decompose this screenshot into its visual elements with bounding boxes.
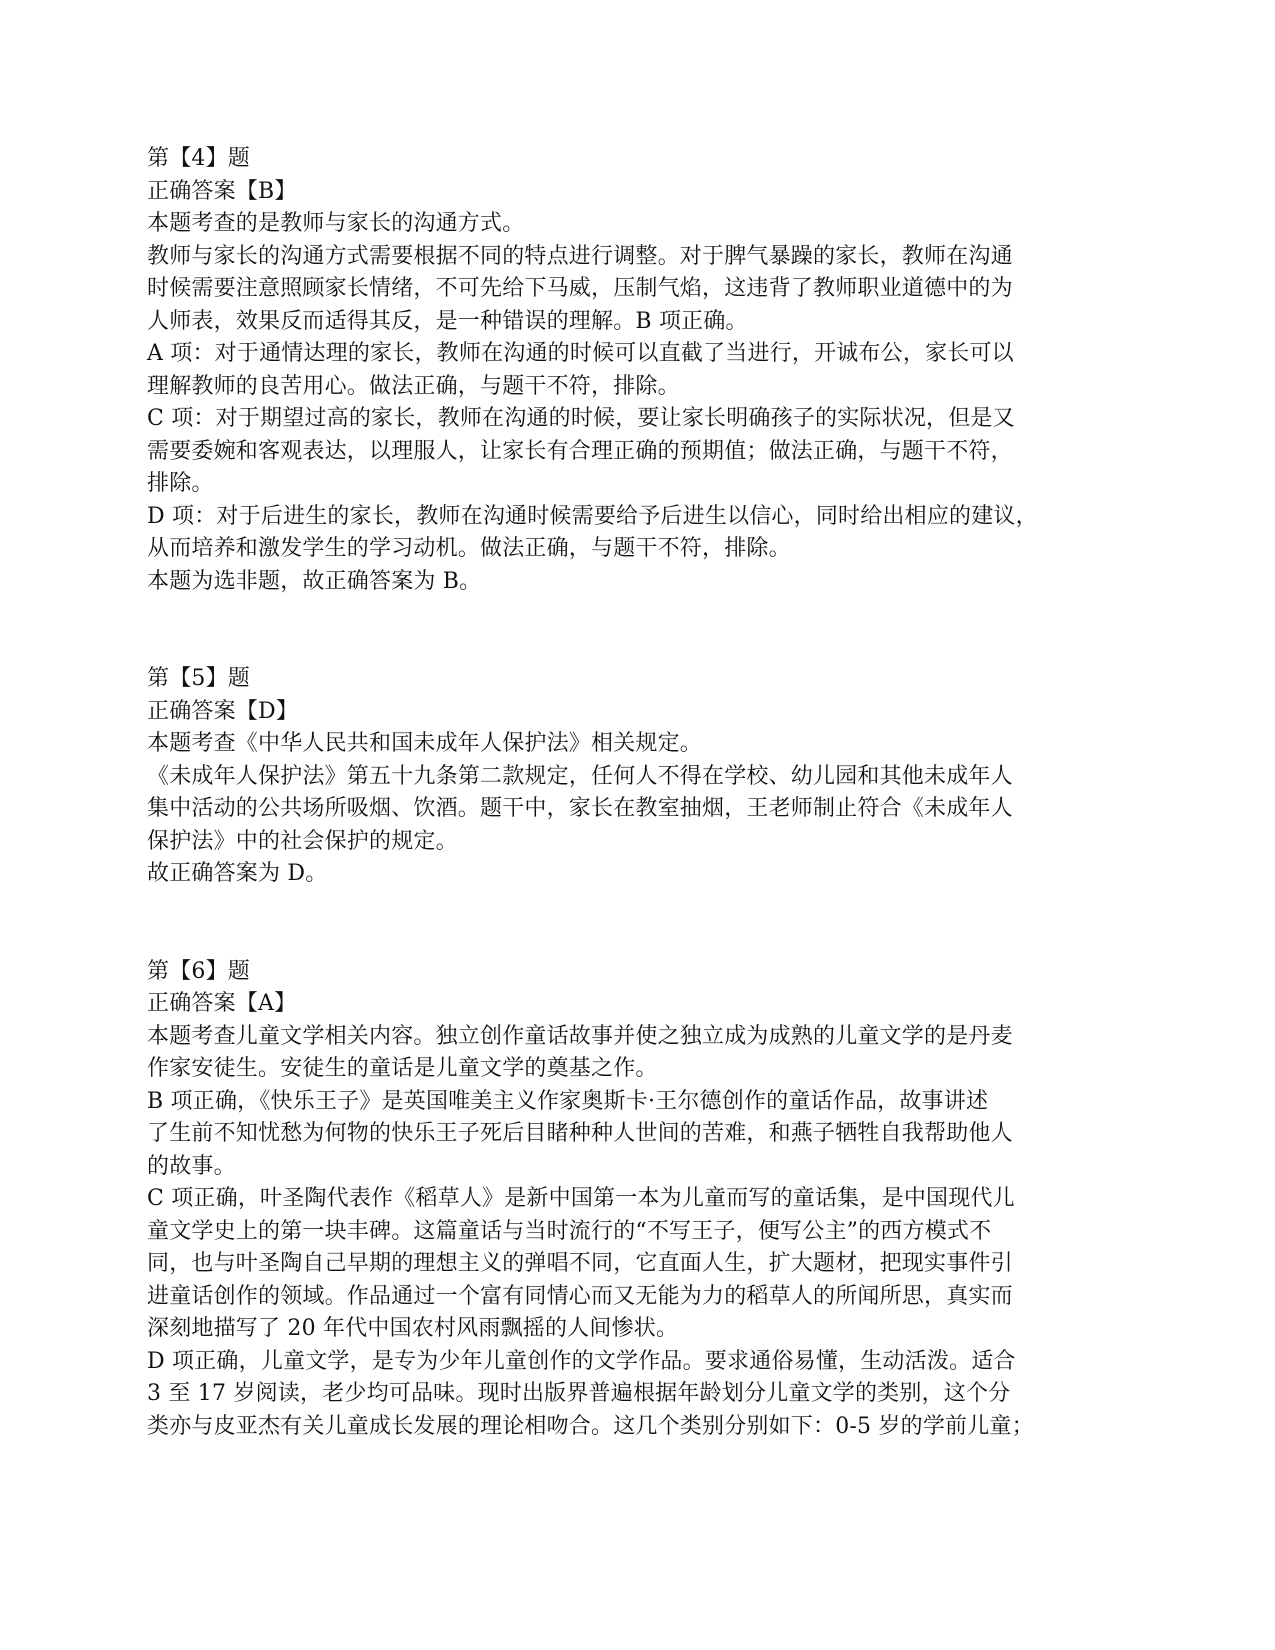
explanation-line: D 项正确，儿童文学，是专为少年儿童创作的文学作品。要求通俗易懂，生动活泼。适合 <box>147 1348 1016 1374</box>
explanation-line: 人师表，效果反而适得其反，是一种错误的理解。B 项正确。 <box>147 308 748 334</box>
question-heading: 第【5】题 <box>147 666 250 691</box>
explanation-line: D 项：对于后进生的家长，教师在沟通时候需要给予后进生以信心，同时给出相应的建议， <box>147 503 1038 529</box>
correct-answer: 正确答案【A】 <box>147 991 297 1016</box>
explanation-line: 理解教师的良苦用心。做法正确，与题干不符，排除。 <box>147 373 680 399</box>
correct-answer: 正确答案【B】 <box>147 178 297 204</box>
explanation-line: A 项：对于通情达理的家长，教师在沟通的时候可以直截了当进行，开诚布公，家长可以 <box>147 341 1014 366</box>
explanation-line: 从而培养和激发学生的学习动机。做法正确，与题干不符，排除。 <box>147 536 791 561</box>
explanation-line: 的故事。 <box>147 1153 236 1179</box>
document-page <box>147 143 1107 1443</box>
spacer <box>147 891 1107 956</box>
explanation-line: 童文学史上的第一块丰碑。这篇童话与当时流行的“不写王子，便写公主”的西方模式不 <box>147 1218 992 1244</box>
explanation-line: 教师与家长的沟通方式需要根据不同的特点进行调整。对于脾气暴躁的家长，教师在沟通 <box>147 243 1013 269</box>
question-heading: 第【6】题 <box>147 958 250 984</box>
question-4 <box>147 143 1107 598</box>
explanation-line: 保护法》中的社会保护的规定。 <box>147 828 458 854</box>
explanation-line: B 项正确，《快乐王子》是英国唯美主义作家奥斯卡·王尔德创作的童话作品，故事讲述 <box>147 1088 989 1114</box>
explanation-line: 时候需要注意照顾家长情绪，不可先给下马威，压制气焰，这违背了教师职业道德中的为 <box>147 276 1013 301</box>
explanation-line: 本题为选非题，故正确答案为 B。 <box>147 568 482 594</box>
question-6 <box>147 956 1107 1444</box>
question-heading: 第【4】题 <box>147 146 250 171</box>
explanation-line: 集中活动的公共场所吸烟、饮酒。题干中，家长在教室抽烟，王老师制止符合《未成年人 <box>147 796 1013 821</box>
explanation-line: 3 至 17 岁阅读，老少均可品味。现时出版界普遍根据年龄划分儿童文学的类别，这个分 <box>147 1381 1011 1406</box>
explanation-line: 作家安徒生。安徒生的童话是儿童文学的奠基之作。 <box>147 1056 658 1081</box>
explanation-line: 深刻地描写了 20 年代中国农村风雨飘摇的人间惨状。 <box>147 1316 679 1341</box>
explanation-line: 类亦与皮亚杰有关儿童成长发展的理论相吻合。这几个类别分别如下：0-5 岁的学前儿童； <box>147 1413 1034 1439</box>
explanation-line: 本题考查《中华人民共和国未成年人保护法》相关规定。 <box>147 731 703 756</box>
explanation-line: 进童话创作的领域。作品通过一个富有同情心而又无能为力的稻草人的所闻所思，真实而 <box>147 1283 1013 1309</box>
explanation-line: 本题考查儿童文学相关内容。独立创作童话故事并使之独立成为成熟的儿童文学的是丹麦 <box>147 1023 1013 1049</box>
explanation-line: 了生前不知忧愁为何物的快乐王子死后目睹种种人世间的苦难，和燕子牺牲自我帮助他人 <box>147 1121 1013 1146</box>
spacer <box>147 598 1107 663</box>
correct-answer: 正确答案【D】 <box>147 698 299 724</box>
explanation-line: 本题考查的是教师与家长的沟通方式。 <box>147 211 525 236</box>
explanation-line: 《未成年人保护法》第五十九条第二款规定，任何人不得在学校、幼儿园和其他未成年人 <box>147 763 1013 789</box>
explanation-line: 排除。 <box>147 471 214 496</box>
explanation-line: C 项：对于期望过高的家长，教师在沟通的时候，要让家长明确孩子的实际状况，但是又 <box>147 406 1015 431</box>
explanation-line: 故正确答案为 D。 <box>147 861 328 886</box>
explanation-line: 同，也与叶圣陶自己早期的理想主义的弹唱不同，它直面人生，扩大题材，把现实事件引 <box>147 1251 1013 1276</box>
question-5 <box>147 663 1107 891</box>
explanation-line: 需要委婉和客观表达，以理服人，让家长有合理正确的预期值；做法正确，与题干不符， <box>147 438 1013 464</box>
explanation-line: C 项正确，叶圣陶代表作《稻草人》是新中国第一本为儿童而写的童话集，是中国现代儿 <box>147 1186 1015 1211</box>
